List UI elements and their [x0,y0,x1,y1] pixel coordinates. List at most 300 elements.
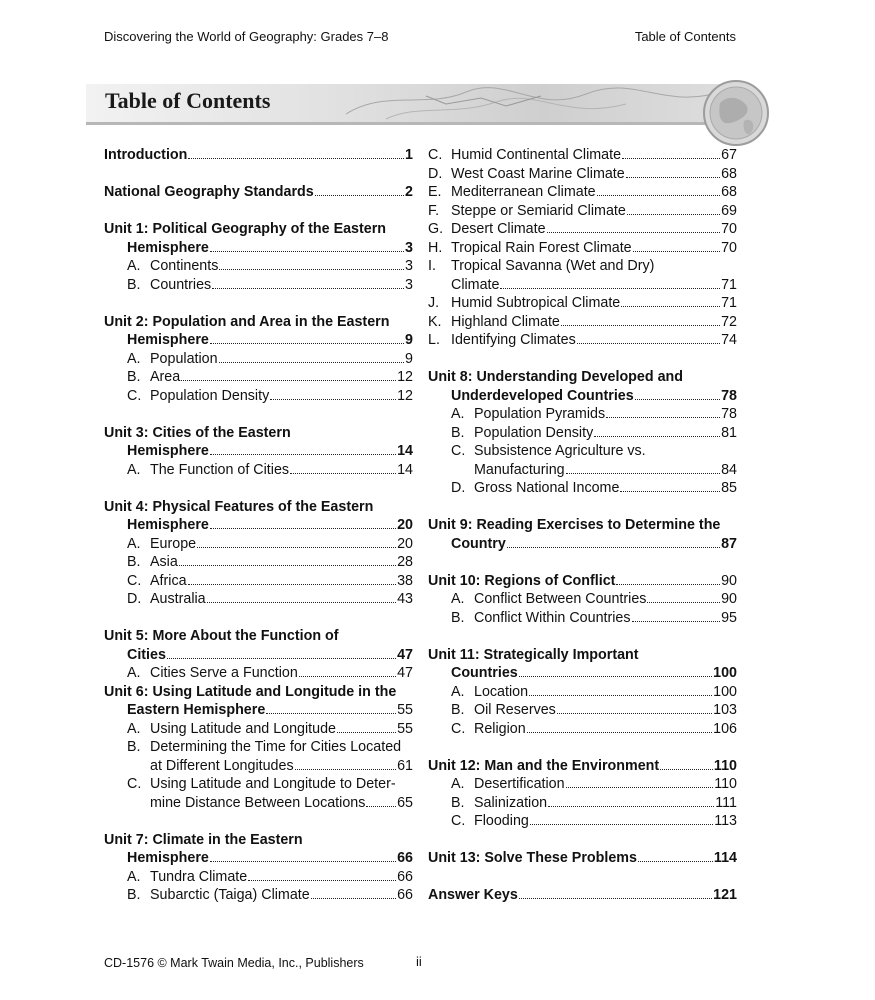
toc-entry-title: Location [474,683,529,700]
dot-leader [290,473,396,474]
dot-leader [210,454,396,455]
toc-entry-title: Conflict Between Countries [474,591,647,607]
toc-subentry-letter: A. [451,776,465,792]
toc-unit-entry[interactable] [428,849,737,868]
toc-subentry-row [474,775,737,794]
toc-subentry-body [474,424,737,443]
toc-subentry-line: Using Latitude and Longitude to Deter- [150,776,396,792]
toc-unit-entry[interactable] [428,535,737,554]
dot-leader [577,343,720,344]
toc-page-number: 66 [397,887,413,903]
toc-entry-title: Population Density [474,424,594,441]
toc-subentry-body [474,720,737,739]
toc-subentry[interactable] [104,868,413,887]
toc-unit-heading-line: Unit 4: Physical Features of the Eastern [104,498,374,515]
toc-subentry[interactable] [104,553,413,572]
toc-page-number: 1 [405,147,413,163]
toc-subentry-body [474,812,737,831]
spacer [428,868,737,887]
spacer [104,812,413,831]
dot-leader [219,269,404,270]
toc-entry-title: Mediterranean Climate [451,184,596,200]
dot-leader [620,491,720,492]
toc-unit-entry[interactable] [428,387,737,406]
toc-unit-entry[interactable] [428,757,737,776]
toc-subentry[interactable] [428,313,737,332]
toc-subentry-body [474,590,737,609]
toc-subentry[interactable] [428,442,737,479]
dot-leader [616,584,720,585]
toc-entry-title: Eastern Hemisphere [127,702,266,718]
toc-page-number: 106 [713,720,737,737]
toc-page-number: 70 [721,221,737,237]
toc-subentry-letter: A. [127,535,141,552]
toc-entry-title: Unit 12: Man and the Environment [428,757,660,774]
dot-leader [188,158,404,159]
toc-subentry[interactable] [104,775,413,812]
toc-subentry-row [150,886,413,905]
toc-subentry-row [150,535,413,554]
toc-subentry-letter: C. [127,572,142,589]
toc-page-number: 78 [721,387,737,404]
toc-subentry-row [474,590,737,609]
dot-leader [179,565,396,566]
toc-entry-title: Humid Subtropical Climate [451,295,621,311]
toc-unit-heading-line: Unit 7: Climate in the Eastern [104,831,303,848]
toc-subentry-body [150,461,413,480]
dot-leader [527,732,712,733]
toc-subentry-body [150,535,413,554]
toc-page-number: 47 [397,665,413,681]
dot-leader [633,251,720,252]
toc-page-number: 3 [405,276,413,293]
toc-entry-title: Hemisphere [127,850,209,866]
toc-subentry-body [451,183,737,202]
toc-page-number: 2 [405,184,413,200]
toc-subentry-row [474,683,737,702]
toc-subentry-body [474,701,737,720]
toc-subentry-body [150,590,413,609]
toc-subentry-body [451,202,737,221]
toc-subentry[interactable] [428,405,737,424]
toc-unit-heading-line: Unit 5: More About the Function of [104,628,339,644]
toc-page-number: 9 [405,350,413,367]
toc-subentry-letter: B. [451,702,465,718]
toc-unit-entry[interactable] [104,331,413,350]
dot-leader [594,436,720,437]
toc-subentry-letter: F. [428,202,440,219]
toc-subentry-letter: J. [428,295,440,311]
toc-entry-title: Continents [150,258,219,274]
spacer [104,294,413,313]
dot-leader [210,861,396,862]
toc-entry-title: Hemisphere [127,443,209,459]
toc-subentry[interactable] [428,424,737,443]
dot-leader [626,177,720,178]
toc-subentry-letter: E. [428,184,442,200]
toc-entry-title: Using Latitude and Longitude [150,720,337,737]
toc-subentry-letter: A. [127,868,141,885]
toc-entry-title: Manufacturing [474,461,565,478]
toc-page-number: 47 [397,646,413,663]
toc-subentry-body [150,738,413,775]
toc-entry-title: Steppe or Semiarid Climate [451,202,626,219]
toc-subentry-row [474,794,737,813]
toc-subentry-body [451,220,737,239]
toc-unit-entry[interactable] [428,886,737,905]
toc-subentry-row [150,664,413,683]
dot-leader [632,621,721,622]
toc-subentry[interactable] [428,183,737,202]
toc-entry-title: Population Pyramids [474,406,606,422]
toc-page-number: 38 [397,572,413,589]
dot-leader [530,824,713,825]
toc-unit-heading-line: Unit 9: Reading Exercises to Determine the [428,517,721,533]
toc-subentry[interactable] [104,276,413,295]
dot-leader [519,676,712,677]
toc-page-number: 90 [721,591,737,607]
toc-page-number: 55 [397,702,413,718]
toc-subentry[interactable] [104,572,413,591]
toc-subentry-letter: B. [127,554,141,570]
toc-subentry-row [474,701,737,720]
dot-leader [561,325,720,326]
toc-subentry[interactable] [428,775,737,794]
toc-subentry[interactable] [104,350,413,369]
toc-entry-title: National Geography Standards [104,184,314,200]
toc-subentry[interactable] [428,331,737,350]
toc-subentry[interactable] [104,387,413,406]
toc-unit-entry[interactable] [104,646,413,665]
toc-entry-title: Desert Climate [451,221,546,237]
toc-page-number: 65 [397,794,413,811]
toc-entry-title: Humid Continental Climate [451,147,622,163]
toc-page-number: 70 [721,239,737,256]
toc-subentry-body [150,886,413,905]
dot-leader [519,898,712,899]
toc-subentry-row [451,276,737,295]
dot-leader [622,158,720,159]
toc-subentry-letter: G. [428,221,444,237]
toc-entry-title: Subarctic (Taiga) Climate [150,887,310,903]
toc-subentry-row [150,257,413,276]
toc-page-number: 66 [397,868,413,885]
toc-subentry-letter: D. [127,591,142,607]
toc-entry-title: Countries [451,665,518,681]
toc-subentry-letter: C. [451,720,466,737]
spacer [104,165,413,184]
toc-page-number: 67 [721,147,737,163]
dot-leader [210,528,396,529]
spacer [428,498,737,517]
toc-subentry-body [474,683,737,702]
toc-subentry[interactable] [428,609,737,628]
toc-subentry-letter: H. [428,239,443,256]
running-header-section: Table of Contents [634,29,736,44]
toc-subentry-body [150,350,413,369]
toc-unit-heading-line: Unit 8: Understanding Developed and [428,369,683,385]
toc-subentry-body [150,720,413,739]
toc-entry-title: Countries [150,276,212,293]
toc-page-number: 110 [714,776,737,792]
toc-subentry-row [150,461,413,480]
toc-page-number: 95 [721,609,737,626]
toc-subentry-line: Tropical Savanna (Wet and Dry) [451,258,655,274]
toc-subentry[interactable] [428,794,737,813]
spacer [104,405,413,424]
toc-entry-title: Gross National Income [474,480,620,496]
toc-subentry-body [150,775,413,812]
dot-leader [638,861,713,862]
toc-page-number: 72 [721,313,737,330]
globe-icon [700,77,772,149]
spacer [104,609,413,628]
toc-subentry-row [451,313,737,332]
toc-subentry-letter: A. [127,258,141,274]
toc-subentry[interactable] [428,590,737,609]
toc-subentry-row [150,368,413,387]
toc-subentry-row [150,590,413,609]
toc-entry-title: Highland Climate [451,313,560,330]
toc-page-number: 90 [721,572,737,589]
toc-subentry[interactable] [104,738,413,775]
spacer [428,738,737,757]
toc-subentry-body [150,572,413,591]
toc-subentry[interactable] [104,368,413,387]
dot-leader [548,806,714,807]
toc-subentry-row [150,572,413,591]
toc-entry-title: Underdeveloped Countries [451,387,634,404]
toc-subentry-body [150,868,413,887]
toc-subentry-line: Determining the Time for Cities Located [150,739,402,755]
toc-subentry-letter: C. [428,147,443,163]
toc-page-number: 85 [721,480,737,496]
toc-page-number: 81 [721,424,737,441]
toc-entry-title: West Coast Marine Climate [451,165,625,182]
toc-subentry-body [474,479,737,498]
toc-subentry[interactable] [104,257,413,276]
toc-subentry-letter: B. [127,887,141,903]
dot-leader [210,251,404,252]
dot-leader [188,584,397,585]
dot-leader [167,658,396,659]
toc-subentry-row [150,276,413,295]
running-header-title: Discovering the World of Geography: Grades 7–8 [104,29,389,44]
toc-page-number: 20 [397,517,413,533]
spacer [428,831,737,850]
toc-entry-title: Area [150,369,181,385]
toc-page-number: 103 [713,702,737,718]
toc-page-number: 113 [714,813,737,829]
toc-page-number: 121 [713,887,737,903]
toc-page-number: 61 [397,757,413,774]
toc-page-number: 3 [405,258,413,274]
dot-leader [627,214,720,215]
dot-leader [219,362,404,363]
toc-subentry[interactable] [104,664,413,683]
toc-entry-title: Cities [127,646,166,663]
dot-leader [207,602,396,603]
toc-subentry-letter: C. [451,443,466,459]
toc-entry-title: Salinization [474,794,548,811]
dot-leader [529,695,712,696]
toc-entry-title: Unit 10: Regions of Conflict [428,572,616,589]
toc-unit-heading-line: Unit 3: Cities of the Eastern [104,424,291,441]
toc-page-number: 55 [397,720,413,737]
toc-unit-entry[interactable] [428,664,737,683]
toc-page-number: 100 [713,683,737,700]
toc-subentry-row [474,479,737,498]
toc-subentry-row [150,757,413,776]
toc-subentry[interactable] [104,886,413,905]
toc-subentry-row [474,720,737,739]
toc-subentry-letter: A. [127,720,141,737]
dot-leader [557,713,712,714]
toc-page-number: 110 [713,757,737,774]
toc-entry-title: Europe [150,535,197,552]
toc-entry-title: Asia [150,554,178,570]
toc-entry-title: Desertification [474,776,565,792]
toc-entry-title: Introduction [104,147,188,163]
page-title: Table of Contents [105,88,271,113]
toc-subentry-letter: A. [127,350,141,367]
toc-subentry-row [474,424,737,443]
toc-page-number: 111 [715,794,737,811]
toc-subentry-body [451,331,737,350]
toc-page-number: 100 [713,665,737,681]
toc-entry-title: Population [150,350,218,367]
toc-subentry[interactable] [428,812,737,831]
dot-leader [248,880,396,881]
toc-entry-title: at Different Longitudes [150,757,294,774]
toc-subentry[interactable] [428,683,737,702]
dot-leader [660,769,713,770]
toc-subentry-letter: B. [451,424,465,441]
toc-subentry-row [451,202,737,221]
toc-subentry-body [451,257,737,294]
toc-subentry[interactable] [428,479,737,498]
toc-subentry[interactable] [428,165,737,184]
toc-subentry-row [451,294,737,313]
toc-page-number: 3 [405,239,413,256]
toc-subentry[interactable] [428,220,737,239]
toc-subentry-row [150,553,413,572]
toc-unit-heading-line: Unit 2: Population and Area in the Eastern [104,313,390,330]
toc-subentry-letter: A. [127,461,141,478]
toc-subentry-row [474,609,737,628]
toc-unit-heading-line: Unit 6: Using Latitude and Longitude in the [104,683,397,700]
toc-entry-title: Tundra Climate [150,868,248,885]
dot-leader [635,399,720,400]
toc-unit-entry[interactable] [428,572,737,591]
toc-subentry[interactable] [104,535,413,554]
dot-leader [311,898,396,899]
toc-subentry-letter: D. [451,480,466,496]
toc-page-number: 12 [397,387,413,404]
toc-unit-entry[interactable] [104,849,413,868]
toc-subentry[interactable] [104,461,413,480]
toc-subentry[interactable] [428,701,737,720]
toc-subentry-body [474,794,737,813]
toc-subentry-body [150,553,413,572]
toc-subentry-body [150,664,413,683]
toc-subentry-row [150,868,413,887]
toc-subentry-row [451,165,737,184]
toc-subentry-letter: A. [451,683,465,700]
toc-subentry[interactable] [428,146,737,165]
spacer [428,627,737,646]
toc-page-number: 12 [397,369,413,385]
toc-subentry-letter: B. [127,369,141,385]
toc-subentry-row [150,720,413,739]
toc-subentry-body [451,239,737,258]
toc-entry-title: Answer Keys [428,887,518,903]
toc-subentry[interactable] [428,720,737,739]
toc-subentry-row [474,812,737,831]
toc-page-number: 14 [397,461,413,478]
toc-subentry-letter: A. [451,591,465,607]
toc-subentry[interactable] [104,720,413,739]
dot-leader [366,806,396,807]
toc-entry-title: Unit 13: Solve These Problems [428,850,637,866]
toc-subentry[interactable] [104,590,413,609]
toc-subentry-line: Subsistence Agriculture vs. [474,443,646,459]
toc-subentry[interactable] [428,257,737,294]
toc-subentry[interactable] [428,202,737,221]
toc-unit-entry[interactable] [104,239,413,258]
spacer [104,479,413,498]
toc-subentry-row [451,331,737,350]
toc-subentry-letter: K. [428,313,442,330]
dot-leader [500,288,720,289]
toc-unit-heading-line: Unit 11: Strategically Important [428,646,639,663]
toc-entry-title: Australia [150,591,206,607]
dot-leader [181,380,396,381]
toc-page-number: 43 [397,591,413,607]
dot-leader [547,232,721,233]
toc-subentry-body [150,257,413,276]
toc-entry-title: Country [451,535,506,552]
toc-unit-entry[interactable] [104,146,413,165]
toc-subentry-letter: C. [451,813,466,829]
toc-entry-title: Climate [451,276,500,293]
toc-entry-title: Oil Reserves [474,702,556,718]
toc-unit-entry[interactable] [104,183,413,202]
toc-subentry-row [451,146,737,165]
toc-entry-title: Conflict Within Countries [474,609,631,626]
toc-unit-entry[interactable] [104,516,413,535]
toc-subentry-body [474,609,737,628]
toc-subentry[interactable] [428,239,737,258]
dot-leader [295,769,396,770]
toc-unit-entry[interactable] [104,701,413,720]
toc-page-number: 68 [721,184,737,200]
dot-leader [270,399,396,400]
toc-page-number: 69 [721,202,737,219]
toc-subentry-row [150,350,413,369]
dot-leader [566,787,714,788]
toc-page-number: 78 [721,406,737,422]
toc-subentry-letter: D. [428,165,443,182]
dot-leader [210,343,404,344]
toc-subentry-row [150,794,413,813]
dot-leader [507,547,720,548]
toc-entry-title: Hemisphere [127,239,209,256]
toc-subentry[interactable] [428,294,737,313]
toc-page-number: 114 [713,850,737,866]
toc-subentry-body [451,313,737,332]
toc-unit-entry[interactable] [104,442,413,461]
